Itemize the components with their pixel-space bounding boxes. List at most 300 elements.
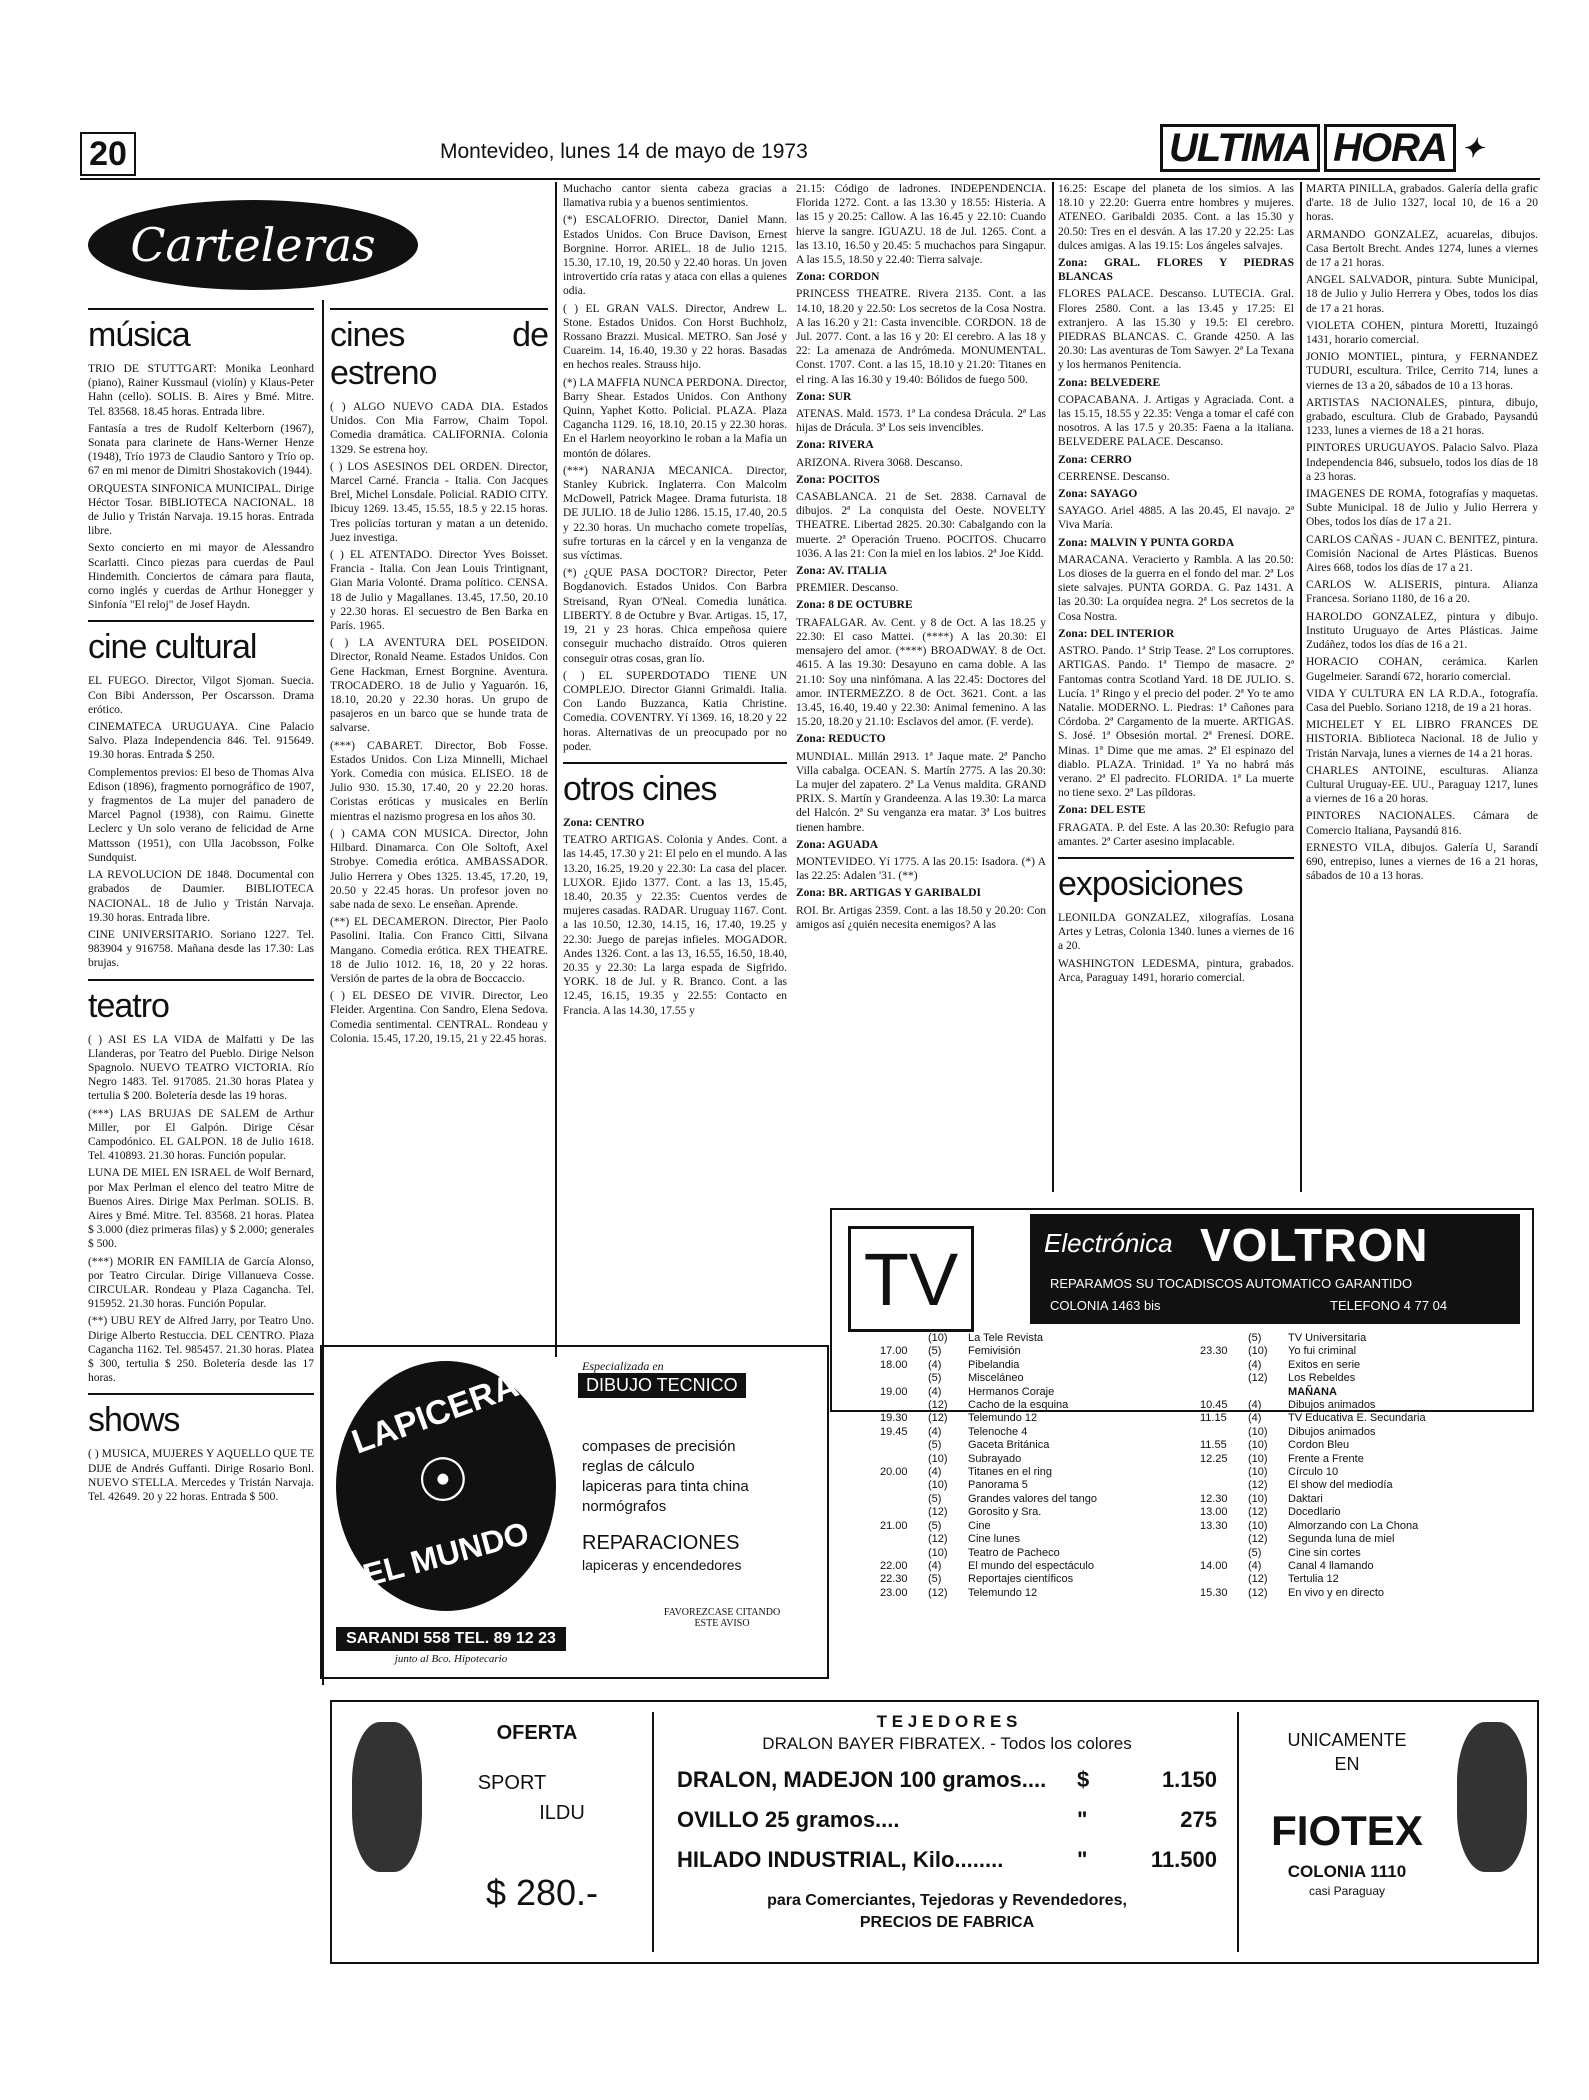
- tv-row: [880, 1573, 1210, 1586]
- lapiceras-circle: [336, 1358, 556, 1611]
- voltron-top: Electrónica: [1044, 1228, 1173, 1258]
- listing: LEONILDA GONZALEZ, xilografías. Losana Artes y Letras, Colonia 1340. lunes a viernes de 16 a 20.: [1058, 911, 1294, 953]
- tv-row: [880, 1560, 1210, 1573]
- listing: ( ) CAMA CON MUSICA. Director, John Hilbard. Dinamarca. Con Ole Soltoft, Axel Strobye. Comedia erótica. AMBASSADOR. Julio Herrera y Obes 1325. 13.45, 17.20, 19, 20.50 y 22.45 horas. Un profesor joven no sabe nada de sexo. Le enseñan. Aprende.: [330, 827, 548, 911]
- tv-row: [880, 1520, 1210, 1533]
- tv-time: [1200, 1359, 1248, 1372]
- tv-program: Telemundo 12: [968, 1586, 1038, 1599]
- tv-program: Almorzando con La Chona: [1288, 1519, 1419, 1532]
- tv-row: [1200, 1386, 1530, 1399]
- tv-program: Los Rebeldes: [1288, 1372, 1356, 1385]
- tv-time: 11.15: [1200, 1412, 1227, 1425]
- tv-channel: (12): [928, 1506, 948, 1519]
- tv-channel: (4): [928, 1385, 942, 1398]
- tv-program: La Tele Revista: [968, 1332, 1044, 1344]
- section-teatro: teatro: [88, 979, 314, 1025]
- listing: PRINCESS THEATRE. Rivera 2135. Cont. a las 14.10, 18.20 y 22.50: Los secretos de la Cosa Nostra. A las 16.20 y 21: Casta invencible. CORDON. 18 de Jul. 2077. Cont. a las 16 y 20: El cerebro. A las 18 y 22: La amenaza de Andrómeda. MONUMENTAL. Const. 1707. Cont. a las 15, 18.10 y 21.20: Titanes en el ring. A las 16.30 y 19.40: Bólidos de fuego 500.: [796, 288, 1046, 386]
- price-value: 275: [1180, 1807, 1217, 1832]
- price-value: 1.150: [1161, 1767, 1217, 1792]
- dateline: Montevideo, lunes 14 de mayo de 1973: [440, 140, 808, 163]
- listing: Fantasía a tres de Rudolf Kelterborn (1967), Sonata para clarinete de Hans-Werner Henze (1948), Trío 1973 de Claudio Santoro y Trío op. 67 en mi menor de Dimitri Shostakovich (1944).: [88, 422, 314, 478]
- ad-divider: [652, 1712, 654, 1952]
- tv-program: Docedlario: [1288, 1506, 1341, 1519]
- price-row: [677, 1840, 1217, 1880]
- listing: ( ) EL GRAN VALS. Director, Andrew L. Stone. Estados Unidos. Con Horst Buchholz, Rossano Brazzi. Musical. METRO. San José y Cuareim. 14, 16.40, 19.30 y 22 horas. Basadas en hechos reales. Strauss hijo.: [563, 302, 787, 372]
- lapiceras-list: [582, 1437, 749, 1517]
- tejedores-store: FIOTEX: [1271, 1807, 1423, 1854]
- tv-channel: (12): [1248, 1372, 1268, 1385]
- price-label: DRALON, MADEJON 100 gramos....: [677, 1767, 1047, 1792]
- listing: EL FUEGO. Director, Vilgot Sjoman. Suecia. Con Bibi Andersson, Per Oscarsson. Drama erótico.: [88, 675, 314, 716]
- tv-program: Femivisión: [968, 1345, 1021, 1358]
- tv-program: Pibelandia: [968, 1358, 1020, 1371]
- listing: ARTISTAS NACIONALES, pintura, dibujo, grabado, escultura. Club de Grabado, Paysandú 1233, lunes a viernes de 18 a 21 horas.: [1306, 396, 1538, 438]
- tv-row: [880, 1506, 1210, 1519]
- listing: WASHINGTON LEDESMA, pintura, grabados. Arca, Paraguay 1491, horario comercial.: [1058, 957, 1294, 984]
- tejedores-product2: ILDU: [539, 1802, 585, 1824]
- listing: ANGEL SALVADOR, pintura. Subte Municipal, 18 de Julio y Julio Herrera y Obes, todos los días de 17 a 21 horas.: [1306, 274, 1538, 315]
- newspaper-logo: [1160, 122, 1540, 174]
- listing: ( ) EL SUPERDOTADO TIENE UN COMPLEJO. Director Gianni Grimaldi. Italia. Con Lando Buzzanca, Katia Christine. Comedia. COVENTRY. Yí 1369. 16, 18.20 y 22 horas. Alternativas de un preocupado por no poder.: [563, 669, 787, 753]
- tv-time: 18.00: [880, 1358, 908, 1371]
- tv-time: 19.00: [880, 1385, 908, 1398]
- tv-row: [880, 1426, 1210, 1439]
- price-currency: ": [1077, 1847, 1088, 1872]
- tv-program: Dibujos animados: [1288, 1399, 1376, 1412]
- listing: ARMANDO GONZALEZ, acuarelas, dibujos. Casa Bertolt Brecht. Andes 1274, lunes a viernes de 17 a 21 horas.: [1306, 228, 1538, 270]
- tv-program: Cine: [968, 1519, 991, 1532]
- listing: (***) CABARET. Director, Bob Fosse. Estados Unidos. Con Liza Minnelli, Michael York. Comedia con música. ELISEO. 18 de Julio 930. 15.30, 17.40, 20 y 22.20 horas. Coristas eróticas y musicales en Berlín mientras el nazismo progresa en los años 30.: [330, 739, 548, 823]
- tv-program: Círculo 10: [1288, 1466, 1339, 1479]
- tv-program: Hermanos Coraje: [968, 1385, 1055, 1398]
- tv-channel: (10): [1248, 1492, 1268, 1505]
- column-4: [796, 182, 1046, 1192]
- tv-row: [880, 1332, 1210, 1345]
- tv-channel: (4): [928, 1358, 942, 1371]
- zone-label: Zona: 8 DE OCTUBRE: [796, 599, 913, 612]
- tv-row: [1200, 1479, 1530, 1492]
- tv-channel: (12): [928, 1586, 948, 1599]
- listing: Sexto concierto en mi mayor de Alessandro Scarlatti. Cinco piezas para cuerdas de Paul Hindemith. Conciertos de cámara para flauta, corno inglés y cuerdas de Arthur Honegger y Sinfonía "El reloj" de Josef Haydn.: [88, 542, 314, 612]
- tv-program: Gaceta Británica: [968, 1439, 1050, 1452]
- tv-program: Titanes en el ring: [968, 1466, 1052, 1479]
- tv-channel: (5): [928, 1519, 942, 1532]
- lapiceras-kicker: Especializada en: [582, 1359, 664, 1373]
- listing: COPACABANA. J. Artigas y Agraciada. Cont. a las 15.15, 18.55 y 22.35: Venga a tomar el café con nosotros. A las 17.5 y 20.35: Faena a la italiana. BELVEDERE PALACE. Descanso.: [1058, 393, 1294, 449]
- tv-program: Telenoche 4: [968, 1425, 1028, 1438]
- listing: (***) MORIR EN FAMILIA de García Alonso, por Teatro Circular. Dirige Villanueva Cosse. CIRCULAR. Rondeau y Plaza Cagancha. Tel. 915952. 21.30 horas. Función Popular.: [88, 1255, 314, 1311]
- tv-program: Exitos en serie: [1288, 1358, 1361, 1371]
- tv-schedule-left: [880, 1332, 1210, 1652]
- price-row: [677, 1800, 1217, 1840]
- zone-label: Zona: AV. ITALIA: [796, 565, 888, 578]
- carteleras-banner: [88, 200, 418, 290]
- listing: CASABLANCA. 21 de Set. 2838. Carnaval de dibujos. 2ª La conquista del Oeste. NOVELTY THEATRE. Libertad 2825. 20.30: Cabalgando con la muerte. 2ª Operación Trueno. POCITOS. Chucarro 1036. A las 21: Con la miel en los labios. 2ª Joe Kidd.: [796, 491, 1046, 560]
- column-2: [330, 300, 548, 1340]
- tv-program: En vivo y en directo: [1288, 1586, 1384, 1599]
- tv-channel: (4): [1248, 1358, 1262, 1371]
- tv-time: [1200, 1426, 1248, 1439]
- listing: PREMIER. Descanso.: [796, 582, 899, 595]
- tv-program: El show del mediodía: [1288, 1479, 1393, 1492]
- listing: 21.15: Código de ladrones. INDEPENDENCIA. Florida 1272. Cont. a las 13.30 y 18.55: Histeria. A las 15 y 20.25: Callow. A las 16.45 y 22.10: Cuando hierve la sangre. IGUAZU. 18 de Jul. 1265. Cont. a las 13.10, 16.50 y 20.45: 5 muchachos para Singapur. A las 15.5, 18.50 y 22.40: Tierra salvaje.: [796, 183, 1046, 267]
- globe-icon: ☉: [416, 1447, 470, 1514]
- tv-row: [1200, 1573, 1530, 1586]
- listing: ( ) LA AVENTURA DEL POSEIDON. Director, Ronald Neame. Estados Unidos. Con Gene Hackman, Ernest Borgnine. Aventura. TROCADERO. 18 de Julio y Yaguarón. 16, 18.10, 20.20 y 22.30 horas. Un grupo de pasajeros en un barco que se hunde trata de salvarse.: [330, 637, 548, 735]
- tv-time: [880, 1453, 928, 1466]
- tv-row: [880, 1412, 1210, 1425]
- tv-row: [880, 1386, 1210, 1399]
- zone-label: Zona: CERRO: [1058, 453, 1132, 466]
- listing: CERRENSE. Descanso.: [1058, 470, 1170, 483]
- tv-program: El mundo del espectáculo: [968, 1559, 1094, 1572]
- tv-channel: (12): [1248, 1586, 1268, 1599]
- tv-row: [1200, 1439, 1530, 1452]
- yarn-ball-icon: [1457, 1722, 1527, 1872]
- tv-time: 23.00: [880, 1586, 908, 1599]
- tv-row: [1200, 1506, 1530, 1519]
- tv-time: 22.30: [880, 1573, 908, 1586]
- listing: HORACIO COHAN, cerámica. Karlen Gugelmeier. Sarandí 672, horario comercial.: [1306, 656, 1538, 683]
- zone-label: Zona: SUR: [796, 390, 852, 403]
- tv-row: [1200, 1466, 1530, 1479]
- tv-row: [880, 1533, 1210, 1546]
- tv-program: Misceláneo: [968, 1372, 1024, 1385]
- tv-time: [1200, 1479, 1248, 1492]
- listing: VIDA Y CULTURA EN LA R.D.A., fotografía. Casa del Pueblo. Soriano 1218, de 19 a 21 horas.: [1306, 687, 1538, 714]
- listing: (***) LAS BRUJAS DE SALEM de Arthur Miller, por El Galpón. Dirige César Campodónico. EL GALPON. 18 de Julio 1618. Tel. 410893. 21.30 horas. Función popular.: [88, 1107, 314, 1163]
- column-rule: [1052, 182, 1054, 1192]
- listing: ( ) LOS ASESINOS DEL ORDEN. Director, Marcel Carné. Francia - Italia. Con Jacques Brel, Michel Lonsdale. Policial. RADIO CITY. Ibicuy 1269. 13.45, 15.55, 18.5 y 22.15 horas. Tres policías torturan y matan a un detenido. Juez investiga.: [330, 460, 548, 544]
- lapiceras-address: SARANDI 558 TEL. 89 12 23: [336, 1627, 566, 1651]
- zone-label: Zona: CENTRO: [563, 816, 645, 829]
- voltron-ad: [1030, 1214, 1520, 1324]
- tv-row: [1200, 1412, 1530, 1425]
- tv-row: [1200, 1520, 1530, 1533]
- tv-time: [880, 1506, 928, 1519]
- tv-channel: (4): [1248, 1559, 1262, 1572]
- tv-time: [1200, 1547, 1248, 1560]
- tv-program: Tertulia 12: [1288, 1573, 1339, 1586]
- tejedores-store-addr: COLONIA 1110: [1287, 1862, 1407, 1881]
- tv-channel: (10): [928, 1452, 948, 1465]
- tv-row: [1200, 1345, 1530, 1358]
- tejedores-prices: [677, 1760, 1217, 1880]
- voltron-brand: VOLTRON: [1200, 1219, 1429, 1271]
- tejedores-product: SPORT: [477, 1772, 547, 1794]
- tv-channel: (12): [1248, 1533, 1268, 1546]
- listing: HAROLDO GONZALEZ, pintura y dibujo. Instituto Uruguayo de Artes Plásticas. Jaime Zudáñez, todos los días de 16 a 21.: [1306, 610, 1538, 652]
- tv-time: 22.00: [880, 1559, 908, 1572]
- tv-channel: (10): [928, 1479, 948, 1492]
- tv-channel: (5): [928, 1345, 942, 1358]
- tv-program: TV Universitaria: [1288, 1332, 1367, 1344]
- tv-channel: (12): [1248, 1506, 1268, 1519]
- tv-row: [880, 1399, 1210, 1412]
- price-value: 11.500: [1150, 1847, 1217, 1872]
- tv-channel: (10): [928, 1546, 948, 1559]
- tv-time: [880, 1547, 928, 1560]
- price-currency: ": [1077, 1807, 1088, 1832]
- tv-program: Segunda luna de miel: [1288, 1533, 1395, 1546]
- tv-channel: (12): [1248, 1573, 1268, 1586]
- tv-time: 19.30: [880, 1412, 908, 1425]
- tv-row: [880, 1372, 1210, 1385]
- tv-program: Reportajes científicos: [968, 1573, 1074, 1586]
- tv-channel: (5): [928, 1492, 942, 1505]
- price-row: [677, 1760, 1217, 1800]
- zone-label: Zona: RIVERA: [796, 439, 874, 452]
- tv-time: 19.45: [880, 1425, 908, 1438]
- zone-label: Zona: MALVIN Y PUNTA GORDA: [1058, 536, 1235, 549]
- tv-row: [1200, 1453, 1530, 1466]
- tv-program: Cine sin cortes: [1288, 1546, 1361, 1559]
- section-cine-cultural: cine cultural: [88, 620, 314, 666]
- lapiceras-item: compases de precisión: [582, 1438, 736, 1455]
- listing: VIOLETA COHEN, pintura Moretti, Ituzaingó 1431, horario comercial.: [1306, 319, 1538, 347]
- tv-time: [880, 1332, 928, 1345]
- listing: Complementos previos: El beso de Thomas Alva Edison (1896), fragmento pornográfico de 1907, y fragmentos de La mujer del panadero de Marcel Pagnol (1938), con Raimu. Ginette Leclerc y Un solo verano de felicidad de Arne Mattsson (1951), con Ulla Jacobsson, Folke Sundquist.: [88, 766, 314, 864]
- listing: TEATRO ARTIGAS. Colonia y Andes. Cont. a las 14.45, 17.30 y 21: El pelo en el mundo. A las 13.20, 16.25, 19.20 y 22.30: La casa del placer. LUXOR. Ejido 1377. Cont. a las 13, 15.45, 18.40, 20.35 y 22.35: Cuentos verdes de mujeres casadas. RADAR. Uruguay 1167. Cont. a las 10.50, 12.30, 14.15, 16, 17.40, 19.25 y 22.30: Juego de parejas infieles. MOGADOR. Andes 1326. Cont. a las 13, 16.55, 16.50, 18.40, 20.35 y 22.30: La larga espada de Sigfrido. YORK. 18 de Jul. y R. Branco. Cont. a las 12.45, 16.15, 19.35 y 22.55: Contacto en Francia. A las 14.30, 17.55 y: [563, 834, 787, 1017]
- listing: (**) UBU REY de Alfred Jarry, por Teatro Uno. Dirige Alberto Restuccia. DEL CENTRO. Plaza Cagancha 1162. Tel. 985457. 21.30 horas. Platea $ 300, tertulia $ 250. Boletería desde las 17 horas.: [88, 1315, 314, 1385]
- tv-row: [1200, 1399, 1530, 1412]
- tv-row: [880, 1466, 1210, 1479]
- tv-program: Cine lunes: [968, 1533, 1020, 1546]
- price-label: OVILLO 25 gramos....: [677, 1807, 900, 1832]
- listing: FRAGATA. P. del Este. A las 20.30: Refugio para amantes. 2ª Carter asesino implacable.: [1058, 821, 1294, 848]
- price-label: HILADO INDUSTRIAL, Kilo........: [677, 1847, 1004, 1872]
- listing: CARLOS W. ALISERIS, pintura. Alianza Francesa. Soriano 1180, de 16 a 20.: [1306, 579, 1538, 606]
- listing: MUNDIAL. Millán 2913. 1ª Jaque mate. 2ª Pancho Villa cabalga. OCEAN. S. Martín 2775. A las 20.30: La mujer del zapatero. 2ª La Venus maldita. GRAND PRIX. S. Martín y Grandeenza. A las 19.30: La marca del Halcón. 2ª Su venganza era matar. 3ª Los buitres tienen hambre.: [796, 750, 1046, 834]
- voltron-address: COLONIA 1463 bis: [1050, 1298, 1161, 1313]
- listing: MONTEVIDEO. Yí 1775. A las 20.15: Isadora. (*) A las 22.25: Adalen '31. (**): [796, 855, 1046, 883]
- tv-channel: (4): [928, 1559, 942, 1572]
- section-musica: música: [88, 308, 314, 354]
- zone-label: Zona: DEL INTERIOR: [1058, 627, 1175, 640]
- tv-row: [880, 1359, 1210, 1372]
- listing: IMAGENES DE ROMA, fotografías y maquetas. Subte Municipal. 18 de Julio y Julio Herrera y Obes, todos los días de 17 a 21.: [1306, 488, 1538, 529]
- tv-row: [1200, 1493, 1530, 1506]
- tv-program: Frente a Frente: [1288, 1452, 1364, 1465]
- listing: (**) EL DECAMERON. Director, Pier Paolo Pasolini. Italia. Con Franco Citti, Silvana Mangano. Comedia erótica. REX THEATRE. 18 de Julio 1012. 16, 18, 20 y 22 horas. Versión de partes de la obra de Boccaccio.: [330, 916, 548, 985]
- tv-time: 10.45: [1200, 1399, 1228, 1412]
- listing: (*) ESCALOFRIO. Director, Daniel Mann. Estados Unidos. Con Bruce Davison, Ernest Borgnine. Horror. ARIEL. 18 de Julio 1215. 15.30, 17.10, 19, 20.50 y 22.40 horas. Un joven introvertido cría ratas y ataca con ellas a quienes odia.: [563, 214, 787, 298]
- tv-time: [1200, 1372, 1248, 1385]
- tv-channel: (10): [1248, 1452, 1268, 1465]
- tv-row: [880, 1493, 1210, 1506]
- listing: ERNESTO VILA, dibujos. Galería U, Sarandí 690, entrepiso, lunes a viernes de 16 a 21 horas, sábados de 10 a 13 horas.: [1306, 841, 1538, 883]
- lapiceras-circle-bottom: EL MUNDO: [359, 1514, 533, 1594]
- listing: ROI. Br. Artigas 2359. Cont. a las 18.50 y 20.20: Con amigos así ¿quién necesita enemigos? A las: [796, 904, 1046, 931]
- tv-row: [1200, 1547, 1530, 1560]
- section-cines-estreno: cines de estreno: [330, 308, 548, 392]
- section-exposiciones: exposiciones: [1058, 857, 1294, 903]
- tv-program: Daktari: [1288, 1492, 1323, 1505]
- page-number: 20: [80, 132, 136, 176]
- tejedores-header: T E J E D O R E S: [876, 1712, 1018, 1731]
- tv-channel: (10): [1248, 1519, 1268, 1532]
- tv-program: Teatro de Pacheco: [968, 1546, 1060, 1559]
- column-5: [1058, 182, 1294, 1192]
- listing: ( ) EL ATENTADO. Director Yves Boisset. Francia - Italia. Con Jean Louis Trintignant, Gian Maria Volonté. Drama político. CENSA. 18 de Julio y Magallanes. 13.45, 17.50, 20.10 y 22.30 horas. El secuestro de Ben Barka en París. 1965.: [330, 549, 548, 633]
- listing: CINE UNIVERSITARIO. Soriano 1227. Tel. 983904 y 916758. Mañana desde las 17.30: Las brujas.: [88, 928, 314, 970]
- tv-row: [880, 1453, 1210, 1466]
- tv-time: [1200, 1466, 1248, 1479]
- tv-program: Canal 4 llamando: [1288, 1559, 1374, 1572]
- tv-time: 13.30: [1200, 1519, 1228, 1532]
- lapiceras-circle-top: LAPICERAS: [347, 1358, 545, 1462]
- tv-time: 11.55: [1200, 1439, 1227, 1452]
- listing: TRAFALGAR. Av. Cent. y 8 de Oct. A las 18.25 y 22.30: El caso Mattei. (****) A las 20.30: El mensajero del amor. (****) BROADWAY. 8 de Oct. 4615. A las 19.30: Desayuno en cama doble. A las 21.10: Soy una ninfómana. A las 22.45: Doctores del amor. INTERMEZZO. 8 de Oct. 3621. Cont. a las 13.45, 16.40, 19.40 y 22.30: Animal femenino. A las 15.20, 18.20 y 21.10: Esclavos del amor. (F. verde).: [796, 616, 1046, 729]
- tv-row: [880, 1439, 1210, 1452]
- listing: FLORES PALACE. Descanso. LUTECIA. Gral. Flores 2580. Cont. a las 13.45 y 17.25: El extranjero. A las 15.30 y 19.5: El cerebro. PIEDRAS BLANCAS. C. Grande 4250. A las 20.30: Las aventuras de Tom Sawyer. 2ª La Texana y los hermanos Penitencia.: [1058, 288, 1294, 372]
- tv-program: Panorama 5: [968, 1479, 1028, 1492]
- section-shows: shows: [88, 1393, 314, 1439]
- tejedores-ad: [330, 1700, 1539, 1964]
- tv-time: [880, 1493, 928, 1506]
- tv-row: [1200, 1533, 1530, 1546]
- logo-left: ULTIMA: [1160, 124, 1320, 172]
- voltron-phone: TELEFONO 4 77 04: [1330, 1298, 1448, 1313]
- listing: ( ) MUSICA, MUJERES Y AQUELLO QUE TE DIJE de Andrés Guffanti. Dirige Rosario Bonl. NUEVO STELLA. Mercedes y Tristán Narvaja. Tel. 42649. 20 y 22 horas. Entrada $ 500.: [88, 1448, 314, 1503]
- lapiceras-repair: REPARACIONES: [582, 1532, 740, 1554]
- column-rule: [1300, 182, 1302, 1192]
- tv-time: [1200, 1573, 1248, 1586]
- tv-row: [880, 1479, 1210, 1492]
- tv-program: Telemundo 12: [968, 1412, 1038, 1425]
- tv-channel: (12): [928, 1412, 948, 1425]
- tv-row: [880, 1547, 1210, 1560]
- lapiceras-item: normógrafos: [582, 1498, 667, 1515]
- tv-program: Cordon Bleu: [1288, 1439, 1350, 1452]
- tv-channel: (5): [928, 1372, 942, 1385]
- tv-program: TV Educativa E. Secundaria: [1288, 1412, 1426, 1425]
- listing: ORQUESTA SINFONICA MUNICIPAL. Dirige Héctor Tosar. BIBLIOTECA NACIONAL. 18 de Julio y Tristán Narvaja. 19.15 horas. Entrada libre.: [88, 482, 314, 538]
- ad-divider: [1237, 1712, 1239, 1952]
- listing: Muchacho cantor sienta cabeza gracias a llamativa rubia y a buenos sentimientos.: [563, 183, 787, 210]
- zone-label: Zona: BELVEDERE: [1058, 376, 1161, 389]
- tv-row: [1200, 1332, 1530, 1345]
- tv-channel: (5): [928, 1439, 942, 1452]
- listing: LUNA DE MIEL EN ISRAEL de Wolf Bernard, por Max Perlman el elenco del teatro Mitre de Buenos Aires. Dirige Max Perlman. SOLIS. B. Aires y Bmé. Mitre. Tel. 83568. 21 horas. Platea $ 3.000 (diez primeras filas) y $ 2.000; generales $ 500.: [88, 1167, 314, 1251]
- tv-row: [1200, 1587, 1530, 1600]
- header-rule: [80, 178, 1540, 180]
- zone-label: Zona: GRAL. FLORES Y PIEDRAS BLANCAS: [1058, 257, 1294, 284]
- tv-program: MAÑANA: [1288, 1385, 1337, 1398]
- lapiceras-item: reglas de cálculo: [582, 1458, 695, 1475]
- tv-schedule-right: [1200, 1332, 1530, 1652]
- tejedores-offer: OFERTA: [496, 1722, 578, 1744]
- tv-time: 13.00: [1200, 1506, 1228, 1519]
- zone-label: Zona: POCITOS: [796, 473, 880, 486]
- price-currency: $: [1077, 1767, 1090, 1792]
- lapiceras-ad: [320, 1345, 829, 1679]
- tv-channel: (4): [1248, 1399, 1262, 1412]
- tv-channel: (4): [928, 1466, 942, 1479]
- listing: ( ) ASI ES LA VIDA de Malfatti y De las Llanderas, por Teatro del Pueblo. Dirige Nelson Spagnolo. NUEVO TEATRO VICTORIA. Río Negro 1483. Tel. 917085. 21.30 horas Platea y tertulia $ 200. Boletería desde las 19 horas.: [88, 1033, 314, 1103]
- listing: PINTORES NACIONALES. Cámara de Comercio Italiana, Paysandú 816.: [1306, 810, 1538, 837]
- listing: ARIZONA. Rivera 3068. Descanso.: [796, 456, 963, 469]
- tv-time: 23.30: [1200, 1345, 1228, 1358]
- tv-row: [1200, 1560, 1530, 1573]
- tv-channel: (5): [928, 1573, 942, 1586]
- tv-time: [1200, 1332, 1248, 1345]
- tv-row: [1200, 1426, 1530, 1439]
- tv-time: [880, 1439, 928, 1452]
- tv-channel: (5): [1248, 1332, 1262, 1344]
- tejedores-footer: para Comerciantes, Tejedoras y Revendedores,: [767, 1892, 1127, 1909]
- zone-label: Zona: CORDON: [796, 271, 880, 284]
- tv-time: [1200, 1386, 1248, 1399]
- listing: MICHELET Y EL LIBRO FRANCES DE HISTORIA. Biblioteca Nacional. 18 de Julio y Tristán Narvaja, lunes a viernes de 14 a 21 horas.: [1306, 719, 1538, 760]
- listing: LA REVOLUCION DE 1848. Documental con grabados de Daumier. BIBLIOTECA NACIONAL. 18 de Julio y Tristán Narvaja. 19.30 horas. Entrada libre.: [88, 869, 314, 924]
- tv-channel: (12): [1248, 1479, 1268, 1492]
- listing: CINEMATECA URUGUAYA. Cine Palacio Salvo. Plaza Independencia 846. Tel. 915649. 19.30 horas. Entrada $ 250.: [88, 721, 314, 762]
- tv-channel: (10): [1248, 1345, 1268, 1358]
- tv-time: 12.25: [1200, 1452, 1228, 1465]
- voltron-tagline: REPARAMOS SU TOCADISCOS AUTOMATICO GARANTIDO: [1050, 1276, 1413, 1291]
- tv-row: [880, 1587, 1210, 1600]
- banner-title: Carteleras: [130, 218, 376, 272]
- tv-program: Dibujos animados: [1288, 1425, 1376, 1438]
- lapiceras-item: lapiceras para tinta china: [582, 1478, 749, 1495]
- tv-program: Grandes valores del tango: [968, 1492, 1098, 1505]
- tv-time: [880, 1372, 928, 1385]
- tv-time: 17.00: [880, 1345, 908, 1358]
- tv-channel: (10): [1248, 1439, 1268, 1452]
- tv-time: 21.00: [880, 1519, 908, 1532]
- tejedores-line1: DRALON BAYER FIBRATEX. - Todos los colores: [762, 1734, 1132, 1753]
- tv-row: [1200, 1372, 1530, 1385]
- tv-time: [880, 1399, 928, 1412]
- listing: ( ) ALGO NUEVO CADA DIA. Estados Unidos. Con Mia Farrow, Chaim Topol. Comedia dramática. CALIFORNIA. Colonia 1329. Se estrena hoy.: [330, 401, 548, 456]
- listing: SAYAGO. Ariel 4885. A las 20.45, El navajo. 2ª Viva María.: [1058, 505, 1294, 532]
- yarn-ball-icon: [352, 1722, 422, 1872]
- listing: CHARLES ANTOINE, esculturas. Alianza Cultural Uruguay-EE. UU., Paraguay 1217, lunes a viernes de 16 a 20 horas.: [1306, 764, 1538, 806]
- listing: ( ) EL DESEO DE VIVIR. Director, Leo Fleider. Argentina. Con Sandro, Elena Sedova. Comedia sentimental. CENTRAL. Rondeau y Colonia. 15.45, 17.20, 19.15, 21 y 22.45 horas.: [330, 990, 548, 1045]
- section-otros-cines: otros cines: [563, 762, 787, 808]
- listing: ATENAS. Mald. 1573. 1ª La condesa Drácula. 2ª Las hijas de Drácula. 3ª Los seis invencibles.: [796, 408, 1046, 435]
- zone-label: Zona: SAYAGO: [1058, 488, 1138, 501]
- tejedores-en: EN: [1334, 1754, 1360, 1774]
- column-1: [88, 300, 314, 2100]
- tv-channel: (12): [928, 1399, 948, 1412]
- listing: 16.25: Escape del planeta de los simios. A las 18.10 y 22.20: Guerra entre hombres y mujeres. ATENEO. Garibaldi 2035. Cont. a las 15.30 y 20.50: Tres en el desván. A las 17.20 y 22.25: Las dulces amigas. A las 19.15: Los ángeles salvajes.: [1058, 183, 1294, 252]
- tv-time: 20.00: [880, 1466, 908, 1479]
- tv-channel: (4): [1248, 1412, 1262, 1425]
- tejedores-store-addr2: casi Paraguay: [1308, 1884, 1386, 1898]
- tv-program: Subrayado: [968, 1452, 1022, 1465]
- tv-program: Gorosito y Sra.: [968, 1506, 1042, 1519]
- listing: ASTRO. Pando. 1ª Strip Tease. 2ª Los corruptores. ARTIGAS. Pando. 1ª Tiempo de masacre. 2ª Fantomas contra Scotland Yard. 18 DE JULIO. S. Lucía. 1ª Ringo y el precio del poder. 2ª Yo te amo Natalie. MODERNO. L. Piedras: 1ª Cañones para Córdoba. 2ª Cargamento de la muerte. ARTIGAS. S. José. 1ª Obsesión mortal. 2ª Frenesí. DORE. Minas. 1ª Dime que me amas. 2ª El espinazo del diablo. PLAZA. Trinidad. 1ª Ya no habrá más verano. 2ª El padrecito. FLORIDA. 1ª La muerte no tiene sexo. 2ª Las píldoras.: [1058, 645, 1294, 800]
- tv-channel: [1248, 1386, 1288, 1399]
- tv-channel: (5): [1248, 1546, 1262, 1559]
- tv-channel: (10): [928, 1332, 948, 1344]
- column-6: [1306, 182, 1538, 1192]
- tv-time: [880, 1533, 928, 1546]
- listing: (***) NARANJA MECANICA. Director, Stanley Kubrick. Inglaterra. Con Malcolm McDowell, Patrick Magee. Drama futurista. 18 DE JULIO. 18 de Julio 1286. 15.15, 17.40, 20.5 y 22.30 horas. Un muchacho comete tropelías, sufre torturas en la cárcel y en la venganza de sus víctimas.: [563, 464, 787, 563]
- lapiceras-headline: DIBUJO TECNICO: [578, 1373, 746, 1398]
- zone-label: Zona: BR. ARTIGAS Y GARIBALDI: [796, 887, 982, 900]
- listing: CARLOS CAÑAS - JUAN C. BENITEZ, pintura. Comisión Nacional de Artes Plásticas. Buenos Aires 668, todos los días de 17 a 21.: [1306, 533, 1538, 575]
- listing: (*) LA MAFFIA NUNCA PERDONA. Director, Barry Shear. Estados Unidos. Con Anthony Quinn, Yaphet Kotto. Policial. PLAZA. Plaza Cagancha 1129. 16, 18.10, 20.15 y 22.30 horas. En el Harlem neoyorkino le roban a la Mafia un montón de dólares.: [563, 376, 787, 460]
- tv-time: 15.30: [1200, 1586, 1228, 1599]
- tv-program: Yo fui criminal: [1288, 1345, 1357, 1358]
- lapiceras-address-sub: junto al Bco. Hipotecario: [394, 1653, 508, 1665]
- tv-channel: (10): [1248, 1425, 1268, 1438]
- tv-row: [880, 1345, 1210, 1358]
- tv-channel: (4): [928, 1425, 942, 1438]
